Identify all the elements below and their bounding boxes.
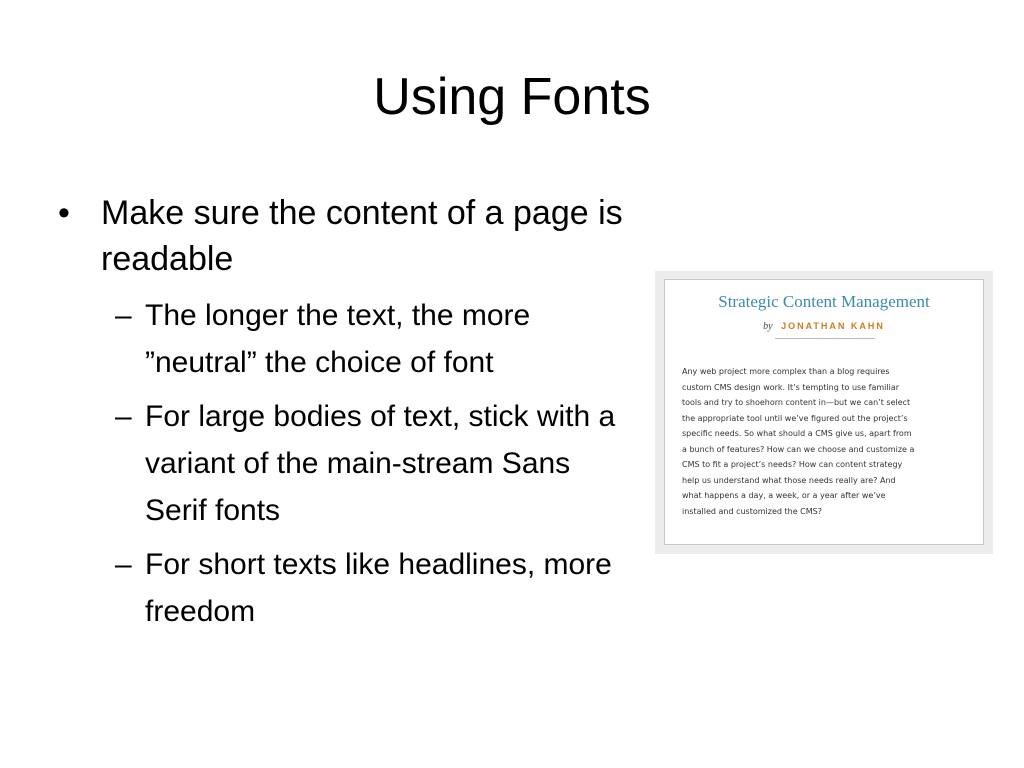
article-body-line: Any web project more complex than a blog requires: [682, 367, 890, 376]
sub-bullet-group: [58, 292, 638, 635]
dash-marker: –: [115, 299, 132, 332]
sub-bullet-item: [115, 393, 638, 534]
sub-bullet-text: The longer the text, the more ”neutral” the choice of font: [145, 299, 531, 379]
bullet-marker: •: [58, 194, 70, 232]
article-body-line: custom CMS design work. It’s tempting to use familiar: [682, 382, 900, 392]
article-byline: [665, 321, 983, 332]
dash-marker: –: [115, 400, 132, 433]
byline-author: JONATHAN KAHN: [781, 321, 885, 331]
sub-bullet-text: For large bodies of text, stick with a variant of the main-stream Sans Serif fonts: [145, 400, 616, 527]
article-body-line: CMS to fit a project’s needs? How can content strategy: [682, 460, 903, 469]
article-body-line: a bunch of features? How can we choose and customize a: [682, 444, 915, 454]
sub-bullet-item: [115, 541, 638, 635]
dash-marker: –: [115, 548, 132, 581]
bullet-item: [58, 190, 638, 282]
byline-divider: [775, 338, 875, 339]
article-card: [664, 279, 984, 545]
article-body-line: specific needs. So what should a CMS give us, apart from: [682, 429, 912, 438]
bullet-text: Make sure the content of a page is readable: [101, 194, 623, 278]
sub-bullet-text: For short texts like headlines, more freedom: [145, 548, 612, 628]
article-body-line: what happens a day, a week, or a year after we’ve: [682, 491, 886, 500]
slide-title: Using Fonts: [373, 68, 651, 126]
article-body-line: installed and customized the CMS?: [682, 506, 822, 516]
article-body-line: the appropriate tool until we’ve figured out the project’s: [682, 413, 908, 423]
article-image: [655, 271, 993, 554]
bullet-list: [58, 190, 638, 642]
article-body-line: help us understand what those needs really are? And: [682, 475, 896, 485]
article-body-line: tools and try to shoehorn content in—but we can’t select: [682, 398, 911, 407]
article-title: Strategic Content Management: [718, 292, 930, 311]
byline-prefix: by: [763, 321, 773, 332]
sub-bullet-list: [58, 292, 638, 635]
sub-bullet-item: [115, 292, 638, 386]
article-body: [682, 364, 974, 519]
